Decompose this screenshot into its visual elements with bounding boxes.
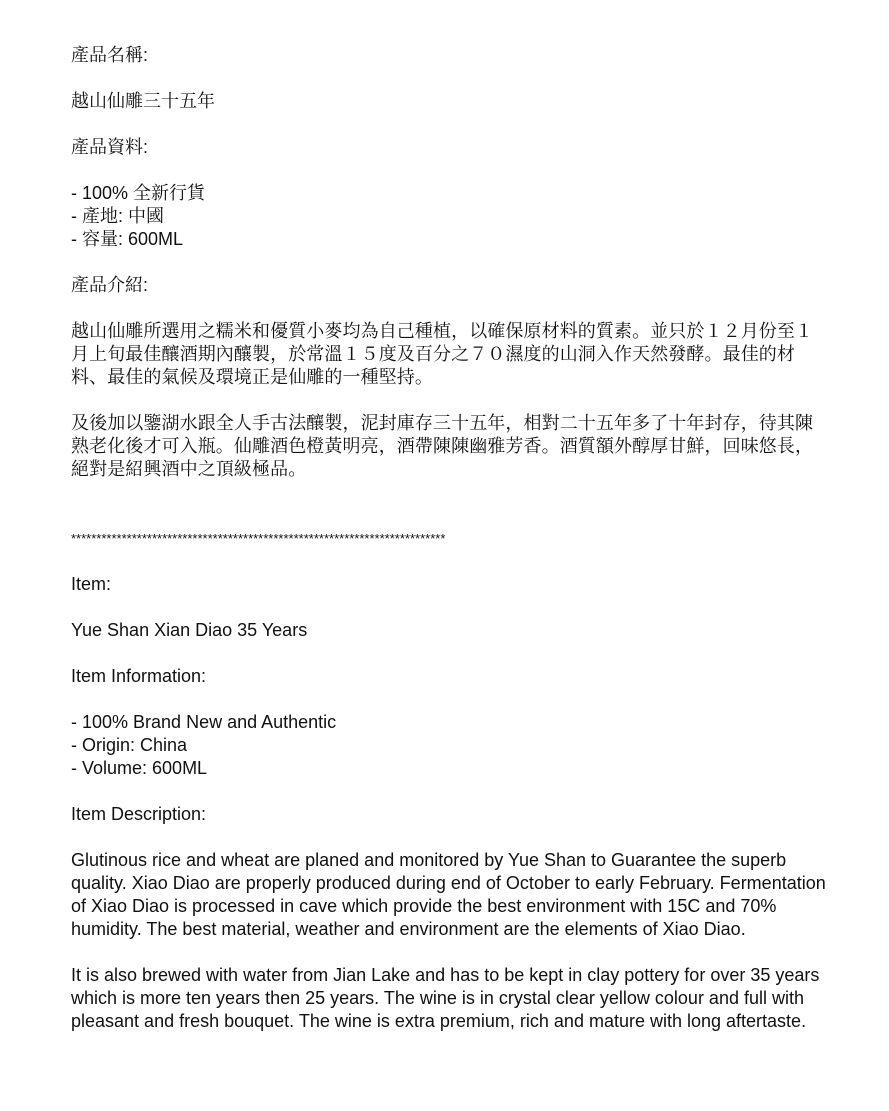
cn-info-item-condition: - 100% 全新行貨 [71,183,206,203]
cn-info-label: 產品資料: [71,137,149,157]
en-info-item-condition: - 100% Brand New and Authentic [71,712,337,732]
en-desc-label: Item Description: [71,804,207,824]
cn-name-label: 產品名稱: [71,45,149,65]
en-info-list [71,711,831,780]
cn-name-value: 越山仙雕三十五年 [71,91,215,111]
en-info-item-volume: - Volume: 600ML [71,758,208,778]
cn-intro-label: 產品介紹: [71,275,149,295]
en-desc-paragraph-1: Glutinous rice and wheat are planed and monitored by Yue Shan to Guarantee the superb quality. Xiao Diao are properly produced during end of October to early February. Fermentation of Xiao Diao is processed in cave which provide the best environment with 15C and 70% humidity. The best material, weather and environment are the elements of Xiao Diao. [71,850,826,939]
cn-intro-paragraph-1: 越山仙雕所選用之糯米和優質小麥均為自己種植，以確保原材料的質素。並只於１２月份至１月上旬最佳釀酒期內釀製，於常溫１５度及百分之７０濕度的山洞入作天然發酵。最佳的材料、最佳的氣候及環境正是仙雕的一種堅持。 [71,321,814,387]
en-info-item-origin: - Origin: China [71,735,188,755]
product-description-document [71,44,831,1033]
en-desc-paragraph-2: It is also brewed with water from Jian Lake and has to be kept in clay pottery for over 35 years which is more ten years then 25 years. The wine is in crystal clear yellow colour and full with pleasant and fresh bouquet. The wine is extra premium, rich and mature with long aftertaste. [71,965,820,1031]
en-item-label: Item: [71,574,112,594]
cn-info-list [71,182,831,251]
cn-info-item-volume: - 容量: 600ML [71,229,184,249]
section-separator: ************************************************************************** [71,531,446,546]
en-info-label: Item Information: [71,666,207,686]
en-item-value: Yue Shan Xian Diao 35 Years [71,620,308,640]
cn-info-item-origin: - 產地: 中國 [71,206,164,226]
cn-intro-paragraph-2: 及後加以鑒湖水跟全人手古法釀製，泥封庫存三十五年，相對二十五年多了十年封存，待其陳熟老化後才可入瓶。仙雕酒色橙黃明亮，酒帶陳陳幽雅芳香。酒質額外醇厚甘鮮，回味悠長，絕對是紹興酒中之頂級極品。 [71,413,814,479]
